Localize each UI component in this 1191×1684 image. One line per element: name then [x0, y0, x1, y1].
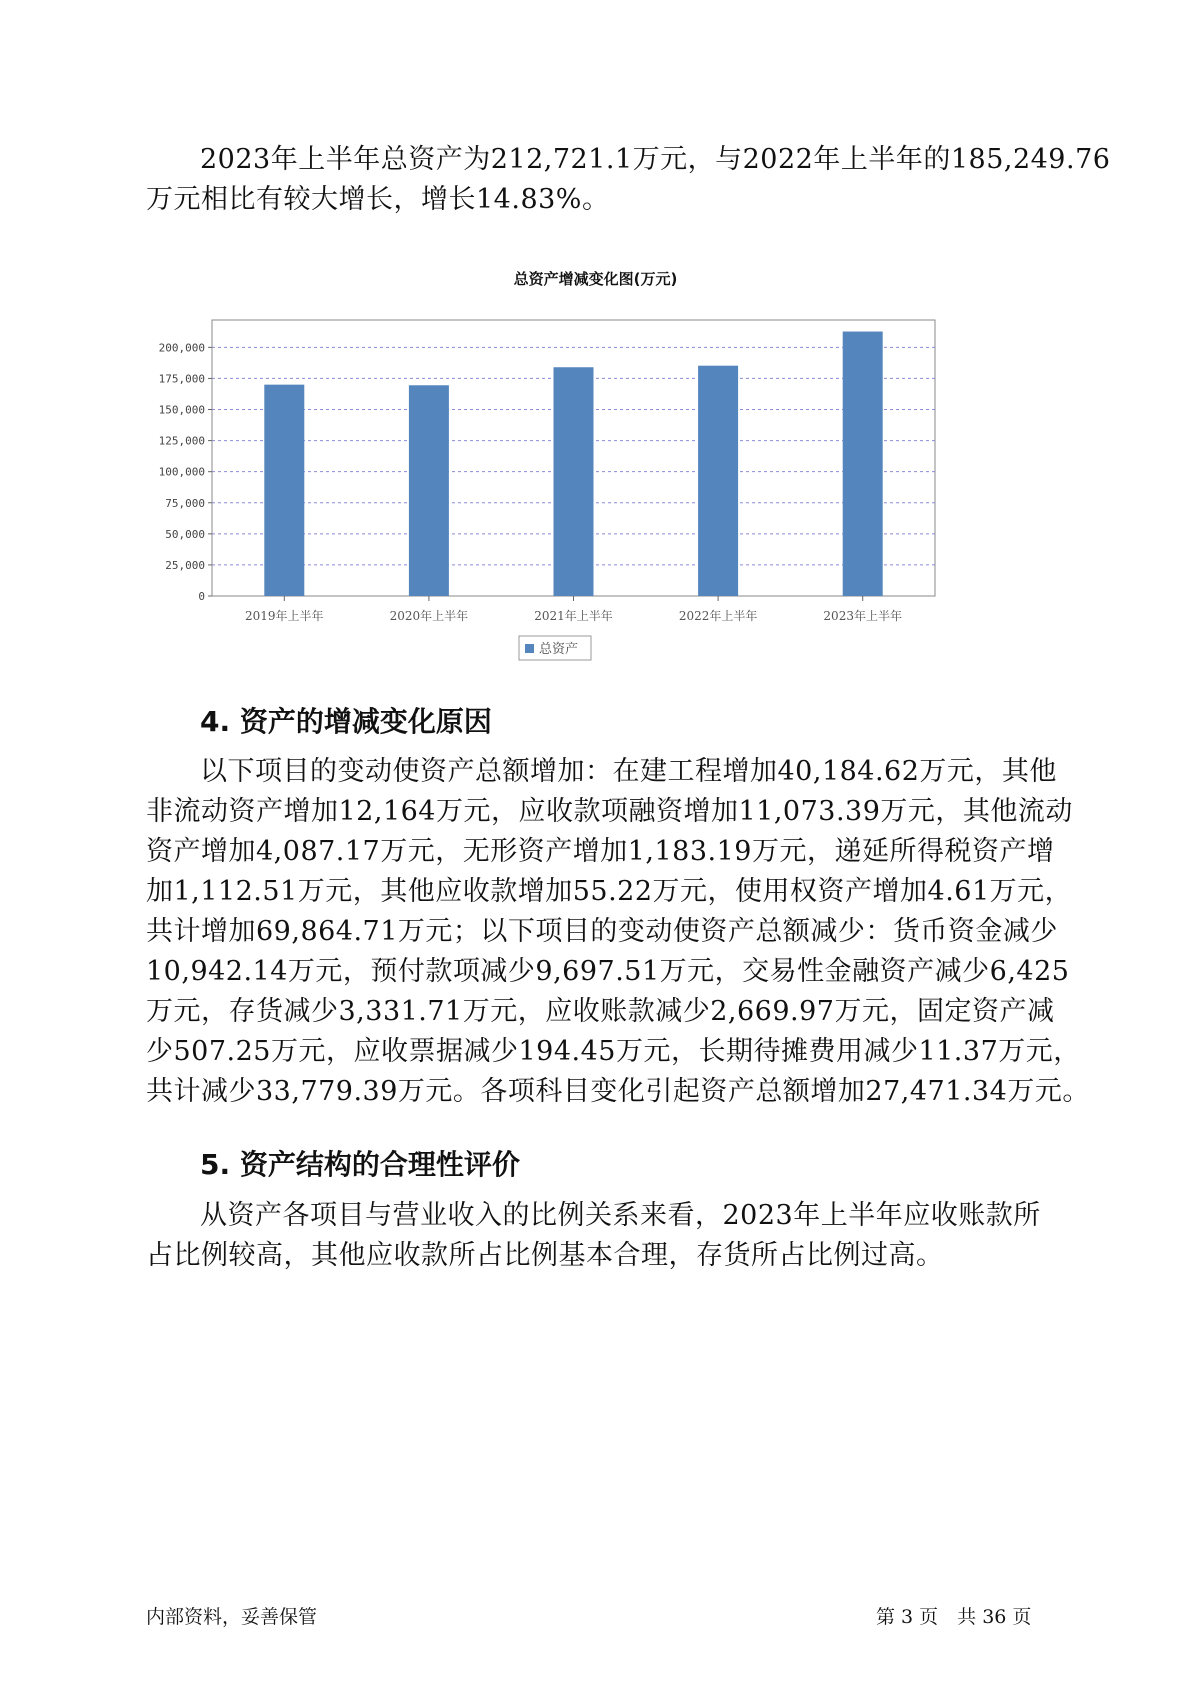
text-line: 占比例较高，其他应收款所占比例基本合理，存货所占比例过高。 [146, 1240, 944, 1271]
x-tick-label: 2021年上半年 [534, 609, 613, 623]
text-line: 万元，存货减少3,331.71万元，应收账款减少2,669.97万元，固定资产减 [146, 996, 1055, 1027]
section5-paragraph [146, 1196, 1050, 1276]
total-assets-bar-chart [150, 300, 950, 670]
text-line: 10,942.14万元，预付款项减少9,697.51万元，交易性金融资产减少6,425 [146, 956, 1070, 987]
y-tick-label: 125,000 [158, 434, 205, 448]
bar [554, 367, 594, 596]
chart-legend [519, 636, 591, 660]
y-tick-label: 150,000 [158, 403, 205, 417]
bar [409, 385, 449, 596]
y-tick-label: 0 [198, 590, 205, 603]
y-tick-label: 75,000 [165, 496, 205, 510]
section5-heading: 5. 资产结构的合理性评价 [200, 1148, 520, 1181]
text-line: 万元相比有较大增长，增长14.83%。 [146, 184, 610, 215]
text-line: 共计增加69,864.71万元；以下项目的变动使资产总额减少：货币资金减少 [146, 916, 1058, 947]
legend-swatch [525, 644, 534, 653]
x-tick-label: 2023年上半年 [823, 609, 902, 623]
footer-left: 内部资料，妥善保管 [146, 1606, 318, 1628]
section4-paragraph [146, 752, 1090, 1112]
bar [698, 366, 738, 596]
y-tick-label: 200,000 [158, 341, 205, 355]
footer-right: 第 3 页 共 36 页 [876, 1606, 1032, 1628]
text-line: 从资产各项目与营业收入的比例关系来看，2023年上半年应收账款所 [200, 1200, 1041, 1231]
text-line: 非流动资产增加12,164万元，应收款项融资增加11,073.39万元，其他流动 [146, 796, 1073, 827]
y-tick-label: 100,000 [158, 465, 205, 479]
intro-paragraph [146, 140, 1111, 220]
text-line: 以下项目的变动使资产总额增加：在建工程增加40,184.62万元，其他 [200, 756, 1057, 787]
y-tick-label: 25,000 [165, 558, 205, 572]
text-line: 2023年上半年总资产为212,721.1万元，与2022年上半年的185,249.76 [200, 144, 1111, 175]
text-line: 资产增加4,087.17万元，无形资产增加1,183.19万元，递延所得税资产增 [146, 836, 1055, 867]
bar [264, 385, 304, 596]
y-tick-label: 50,000 [165, 527, 205, 541]
bar [843, 332, 883, 596]
text-line: 少507.25万元，应收票据减少194.45万元，长期待摊费用减少11.37万元， [146, 1036, 1081, 1067]
x-tick-label: 2019年上半年 [245, 609, 324, 623]
text-line: 加1,112.51万元，其他应收款增加55.22万元，使用权资产增加4.61万元， [146, 876, 1073, 907]
x-tick-label: 2020年上半年 [389, 609, 469, 623]
legend-label: 总资产 [539, 642, 579, 657]
y-tick-label: 175,000 [158, 372, 205, 386]
text-line: 共计减少33,779.39万元。各项科目变化引起资产总额增加27,471.34万元。 [146, 1076, 1090, 1107]
chart-title: 总资产增减变化图(万元) [513, 270, 678, 288]
x-tick-label: 2022年上半年 [678, 609, 758, 623]
section4-heading: 4. 资产的增减变化原因 [200, 705, 492, 738]
